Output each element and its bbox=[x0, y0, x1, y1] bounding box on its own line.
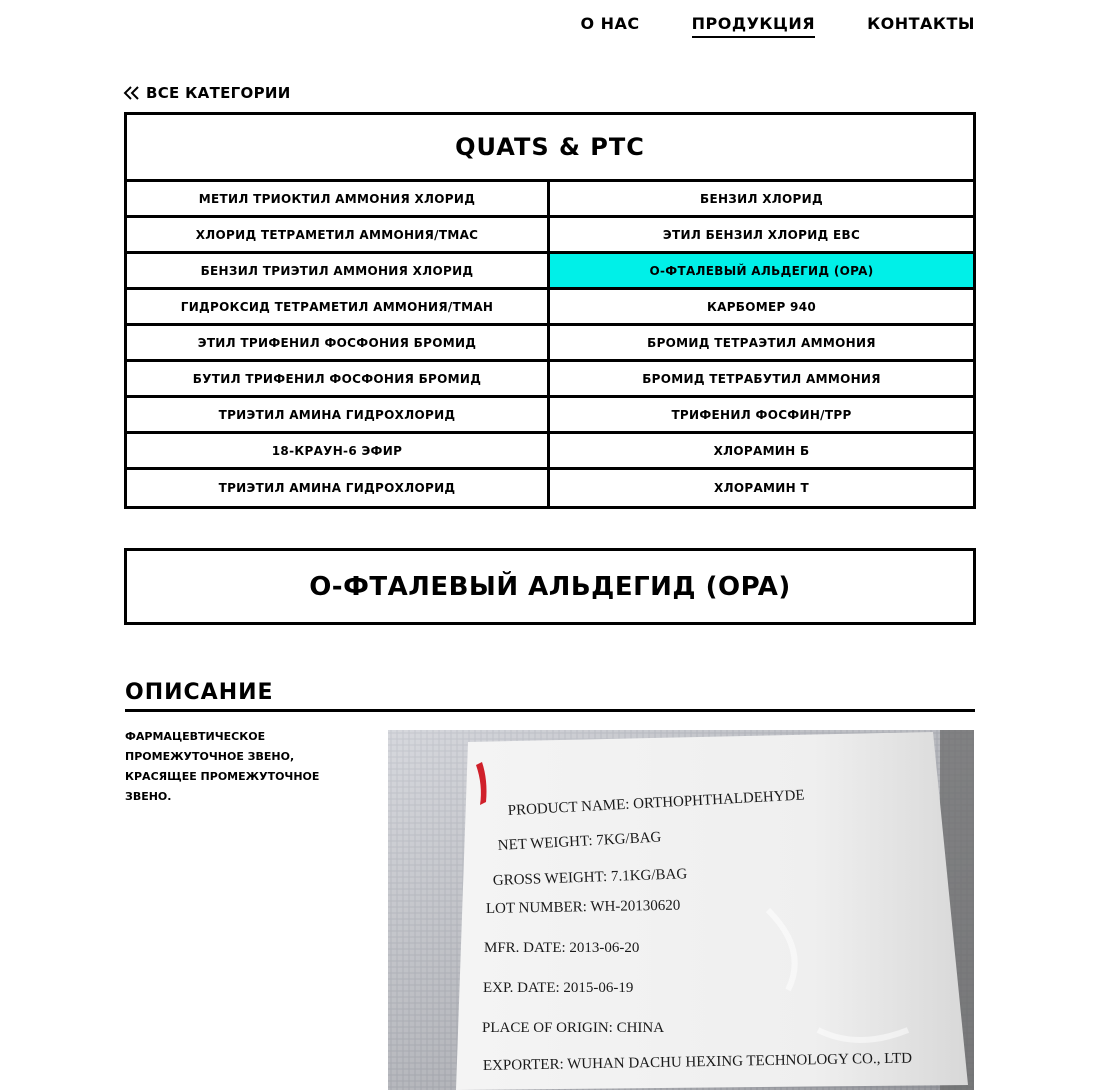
category-item[interactable]: БЕНЗИЛ ТРИЭТИЛ АММОНИЯ ХЛОРИД bbox=[127, 254, 550, 290]
label-line: EXP. DATE: 2015-06-19 bbox=[483, 980, 634, 996]
nav-products[interactable]: ПРОДУКЦИЯ bbox=[692, 14, 815, 38]
category-item[interactable]: ХЛОРИД ТЕТРАМЕТИЛ АММОНИЯ/TMAC bbox=[127, 218, 550, 254]
product-photo bbox=[388, 730, 974, 1090]
category-table bbox=[124, 112, 976, 509]
category-item-active[interactable]: О-ФТАЛЕВЫЙ АЛЬДЕГИД (OPA) bbox=[550, 254, 973, 290]
description-text: ФАРМАЦЕВТИЧЕСКОЕ ПРОМЕЖУТОЧНОЕ ЗВЕНО, КРАСЯЩЕЕ ПРОМЕЖУТОЧНОЕ ЗВЕНО. bbox=[125, 730, 320, 803]
category-item[interactable]: БУТИЛ ТРИФЕНИЛ ФОСФОНИЯ БРОМИД bbox=[127, 362, 550, 398]
nav-about[interactable]: О НАС bbox=[580, 14, 640, 33]
label-line: LOT NUMBER: WH-20130620 bbox=[485, 897, 681, 917]
product-title: О-ФТАЛЕВЫЙ АЛЬДЕГИД (OPA) bbox=[124, 548, 976, 625]
label-line: MFR. DATE: 2013-06-20 bbox=[484, 940, 640, 956]
category-item[interactable]: ХЛОРАМИН Т bbox=[714, 481, 809, 495]
category-grid bbox=[127, 182, 973, 506]
nav-contacts[interactable]: КОНТАКТЫ bbox=[867, 14, 975, 33]
category-item[interactable]: КАРБОМЕР 940 bbox=[550, 290, 973, 326]
category-item[interactable]: ЭТИЛ ТРИФЕНИЛ ФОСФОНИЯ БРОМИД bbox=[127, 326, 550, 362]
label-line: NET WEIGHT: 7KG/BAG bbox=[497, 829, 662, 854]
category-item[interactable]: ЭТИЛ БЕНЗИЛ ХЛОРИД EBC bbox=[550, 218, 973, 254]
category-item[interactable]: БЕНЗИЛ ХЛОРИД bbox=[550, 182, 973, 218]
category-item[interactable]: ХЛОРАМИН Б bbox=[550, 434, 973, 470]
label-line: PRODUCT NAME: ORTHOPHTHALDEHYDE bbox=[507, 787, 805, 819]
category-item[interactable]: ГИДРОКСИД ТЕТРАМЕТИЛ АММОНИЯ/TMAH bbox=[127, 290, 550, 326]
label-line: PLACE OF ORIGIN: CHINA bbox=[482, 1020, 665, 1036]
label-line: GROSS WEIGHT: 7.1KG/BAG bbox=[492, 866, 688, 889]
category-item[interactable]: 18-КРАУН-6 ЭФИР bbox=[127, 434, 550, 470]
category-item[interactable]: МЕТИЛ ТРИОКТИЛ АММОНИЯ ХЛОРИД bbox=[127, 182, 550, 218]
category-item[interactable]: ТРИФЕНИЛ ФОСФИН/TPP bbox=[550, 398, 973, 434]
category-title: QUATS & PTC bbox=[127, 115, 973, 182]
category-item[interactable]: ТРИЭТИЛ АМИНА ГИДРОХЛОРИД bbox=[127, 470, 550, 506]
product-photo-svg bbox=[388, 730, 974, 1090]
description-heading: ОПИСАНИЕ bbox=[125, 680, 975, 712]
all-categories-label: ВСЕ КАТЕГОРИИ bbox=[146, 84, 291, 102]
all-categories-link[interactable] bbox=[123, 84, 291, 102]
double-chevron-left-icon bbox=[123, 86, 140, 100]
top-nav bbox=[580, 14, 975, 38]
category-item[interactable]: БРОМИД ТЕТРАЭТИЛ АММОНИЯ bbox=[550, 326, 973, 362]
category-item[interactable]: ТРИЭТИЛ АМИНА ГИДРОХЛОРИД bbox=[127, 398, 550, 434]
label-line: EXPORTER: WUHAN DACHU HEXING TECHNOLOGY CO., LTD bbox=[482, 1050, 913, 1074]
category-item[interactable]: БРОМИД ТЕТРАБУТИЛ АММОНИЯ bbox=[550, 362, 973, 398]
